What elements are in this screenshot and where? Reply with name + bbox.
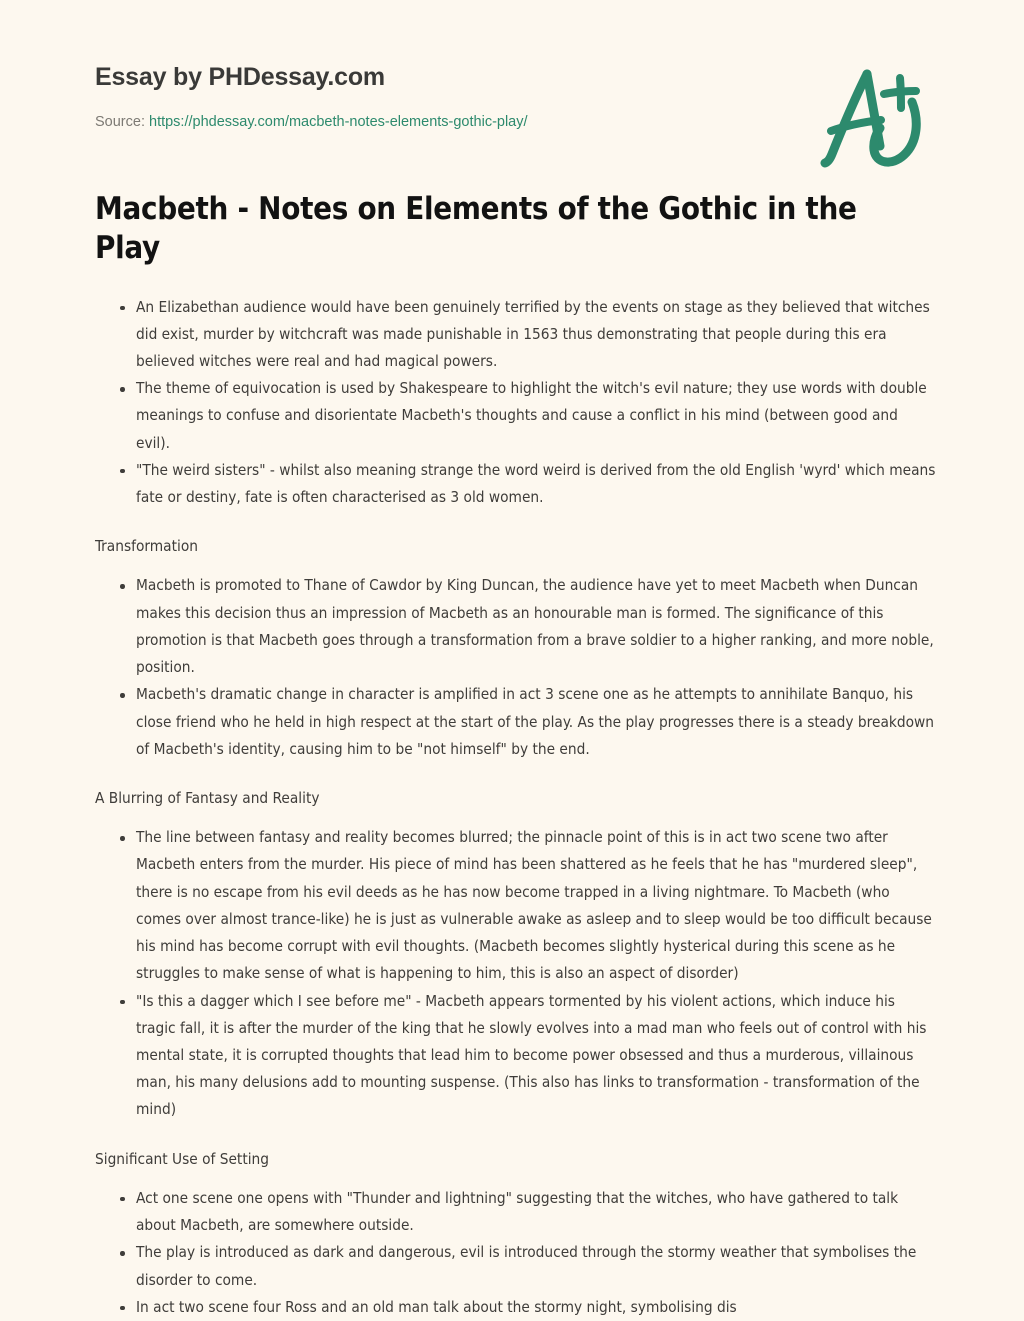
source-line xyxy=(95,113,929,132)
list-item: The play is introduced as dark and dangerous, evil is introduced through the stormy weather that symbolises the disorder to come. xyxy=(136,1239,936,1293)
list-item: Macbeth's dramatic change in character is amplified in act 3 scene one as he attempts to annihilate Banquo, his close friend who he held in high respect at the start of the play. As the play progresses there is a steady breakdown of Macbeth's identity, causing him to be "not himself" by the end. xyxy=(136,681,936,763)
section-heading-blurring-fantasy-reality: A Blurring of Fantasy and Reality xyxy=(95,789,320,807)
list-item: An Elizabethan audience would have been genuinely terrified by the events on stage as they believed that witches did exist, murder by witchcraft was made punishable in 1563 thus demonstrating that people during this era believed witches were real and had magical powers. xyxy=(136,294,936,376)
list-item: In act two scene four Ross and an old man talk about the stormy night, symbolising dis xyxy=(136,1294,936,1321)
bullet-list-blurring-fantasy-reality xyxy=(95,824,936,1123)
essay-body xyxy=(0,294,1024,1321)
bullet-list-significant-use-of-setting xyxy=(95,1185,936,1321)
bullet-list-transformation xyxy=(95,572,936,763)
source-label: Source: xyxy=(95,114,149,130)
list-item: The theme of equivocation is used by Shakespeare to highlight the witch's evil nature; they use words with double meanings to confuse and disorientate Macbeth's thoughts and cause a conflict in his mind (between good and evil). xyxy=(136,375,936,457)
aplus-logo-icon xyxy=(812,62,932,174)
brand-title: Essay by PHDessay.com xyxy=(95,63,385,91)
list-item: Macbeth is promoted to Thane of Cawdor by King Duncan, the audience have yet to meet Macbeth when Duncan makes this decision thus an impression of Macbeth as an honourable man is formed. The significance of this promotion is that Macbeth goes through a transformation from a brave soldier to a higher ranking, and more noble, position. xyxy=(136,572,936,681)
list-item: "The weird sisters" - whilst also meaning strange the word weird is derived from the old English 'wyrd' which means fate or destiny, fate is often characterised as 3 old women. xyxy=(136,457,936,511)
section-heading-transformation: Transformation xyxy=(95,537,198,556)
section-heading-significant-use-of-setting: Significant Use of Setting xyxy=(95,1149,270,1168)
list-item: "Is this a dagger which I see before me" - Macbeth appears tormented by his violent actions, which induce his tragic fall, it is after the murder of the king that he slowly evolves into a mad man who feels out of control with his mental state, it is corrupted thoughts that lead him to become power obsessed and thus a murderous, villainous man, his many delusions add to mounting suspense. (This also has links to transformation - transformation of the mind) xyxy=(136,988,936,1124)
list-item: The line between fantasy and reality becomes blurred; the pinnacle point of this is in act two scene two after Macbeth enters from the murder. His piece of mind has been shattered as he feels that he has "murdered sleep", there is no escape from his evil deeds as he has now become trapped in a living nightmare. To Macbeth (who comes over almost trance-like) he is just as vulnerable awake as asleep and to sleep would be too difficult because his mind has become corrupt with evil thoughts. (Macbeth becomes slightly hysterical during this scene as he struggles to make sense of what is happening to him, this is also an aspect of disorder) xyxy=(136,824,936,987)
bullet-list-intro xyxy=(95,294,936,512)
page-header xyxy=(0,0,1024,190)
list-item: Act one scene one opens with "Thunder and lightning" suggesting that the witches, who have gathered to talk about Macbeth, are somewhere outside. xyxy=(136,1185,936,1239)
page-title: Macbeth - Notes on Elements of the Gothic in the Play xyxy=(95,191,857,266)
source-url-link[interactable]: https://phdessay.com/macbeth-notes-elements-gothic-play/ xyxy=(149,114,528,130)
